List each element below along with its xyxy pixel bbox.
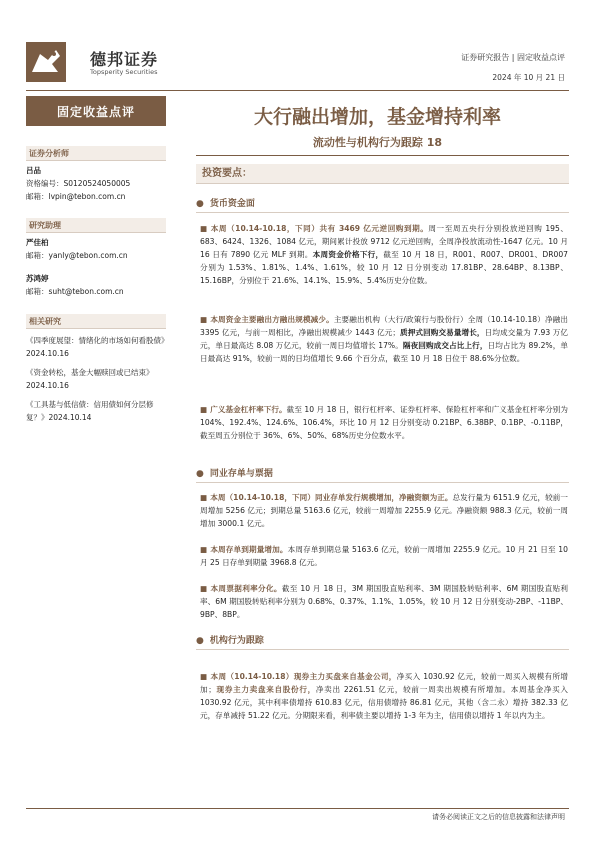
bullet-icon: ■	[200, 315, 208, 324]
analyst-email[interactable]: 邮箱：lvpin@tebon.com.cn	[26, 192, 126, 201]
para-key: 本周资金主要融出方融出规模减少。	[210, 315, 334, 324]
paragraph-repo	[200, 222, 568, 287]
paragraph-leverage	[200, 403, 568, 442]
para-text: 净买入 1030.92 亿元，较前一周买入规模有所增加；	[200, 672, 568, 694]
bullet-icon: ●	[196, 636, 204, 646]
brand-name-en: Topsperity Securities	[90, 68, 158, 76]
bullet-icon: ■	[200, 405, 208, 414]
analyst-cert: 资格编号：S0120524050005	[26, 179, 131, 188]
para-text: 主要融出机构（大行/政策行与股份行）全周（10.14-10.18）净融出 3395 亿元，与前一周相比，净融出规模减少 1443 亿元；	[200, 315, 568, 337]
section-divider	[196, 649, 569, 650]
para-text: 本周存单到期总量 5163.6 亿元，较前一周增加 2255.9 亿元。10 月 21 日至 10 月 25 日存单到期量 3968.8 亿元。	[200, 545, 568, 567]
para-text: 截至 10 月 18 日，R001、R007、DR001、DR007 分别为 1.53%、1.81%、1.4%、1.61%，较 10 月 12 日分别变动 17.81BP、28.64BP、8.13BP、15.16BP，分别位于 21.6%、14.1%、15.9%、5.4%历史分位数。	[200, 250, 568, 285]
section-title: 机构行为跟踪	[209, 636, 264, 646]
para-key: 本周（10.14-10.18，下同）同业存单发行规模增加，净融资额为正。	[210, 493, 453, 502]
bullet-icon: ■	[200, 672, 208, 681]
para-text: 净卖出 2261.51 亿元，较前一周卖出规模有所增加。本周基金净买入 1030.92 亿元，其中利率债增持 610.83 亿元，信用债增持 86.81 亿元，其他（含二永）增持 382.33 亿元，存单减持 51.22 亿元。分期限来看，利率债主要以增持 1-3 年为主，信用债以增持 1 年以内为主。	[200, 685, 569, 720]
title-divider	[196, 155, 569, 156]
para-text: 周一至周五央行分别投放逆回购 195、683、6424、1326、1084 亿元，期间累计投放 9712 亿元逆回购，全周净投放流动性-1647 亿元。10 月 16 日有 7890 亿元 MLF 到期。	[200, 224, 568, 259]
related-item[interactable]: 《资金转松，基金大幅赎回或已结束》2024.10.16	[26, 368, 154, 390]
section-divider	[196, 212, 569, 213]
related-heading: 相关研究	[26, 314, 166, 329]
para-key: 本周（10.14-10.18，下同）共有 3469 亿元逆回购到期。	[210, 224, 429, 233]
para-key: 本周票据利率分化。	[210, 584, 282, 593]
header-divider	[26, 90, 569, 91]
brand-name-cn: 德邦证券	[90, 50, 159, 69]
paragraph-bill-rates	[200, 582, 568, 621]
para-key: 隔夜回购成交占比上行，	[402, 341, 488, 350]
investment-highlights-heading: 投资要点：	[196, 164, 569, 184]
assistant-email[interactable]: 邮箱：yanly@tebon.com.cn	[26, 251, 128, 260]
brand-logo-icon	[26, 42, 66, 82]
para-key: 质押式回购交易量增长，	[399, 328, 485, 337]
bullet-icon: ●	[196, 469, 204, 479]
para-text: 截至 10 月 18 日，3M 期国股直贴利率、3M 期国股转贴利率、6M 期国股直贴利率、6M 期国股转贴利率分别为 0.68%、0.37%、1.1%、1.05%，较 10 月 12 日分别变动-2BP、-11BP、9BP、8BP。	[200, 584, 569, 619]
footer-disclaimer: 请务必阅读正文之后的信息披露和法律声明	[432, 813, 565, 821]
assistant-info-2	[26, 272, 171, 298]
bullet-icon: ●	[196, 199, 204, 209]
page-subtitle: 流动性与机构行为跟踪 18	[312, 136, 443, 149]
report-date: 2024 年 10 月 21 日	[492, 73, 565, 82]
paragraph-cd-maturity	[200, 543, 568, 569]
assistant-name: 苏鸿婷	[26, 274, 49, 283]
related-item[interactable]: 《四季度展望：情绪化的市场如何看股债》2024.10.16	[26, 336, 169, 358]
page-title: 大行融出增加，基金增持利率	[253, 106, 501, 128]
assistant-email[interactable]: 邮箱：suht@tebon.com.cn	[26, 287, 124, 296]
bullet-icon: ■	[200, 224, 208, 233]
para-key: 本周存单到期量增加。	[210, 545, 288, 554]
para-text: 总发行量为 6151.9 亿元，较前一周增加 5256 亿元；到期总量 5163.6 亿元，较前一周增加 2255.9 亿元。净融资额 988.3 亿元，较前一周增加 3000.1 亿元。	[200, 493, 568, 528]
section-divider	[196, 482, 569, 483]
para-text: 日均占比为 89.2%，单日最高达 91%，较前一周的日均值增长 9.66 个百分点，截至 10 月 18 日位于 88.6%分位数。	[200, 341, 568, 363]
section-heading-cd	[196, 466, 569, 479]
para-key: 现券主力卖盘来自股份行，	[215, 685, 316, 694]
related-item[interactable]: 《工具基与低信债：信用债如何分层修复？》2024.10.14	[26, 400, 154, 422]
para-text: 日均成交量为 7.93 万亿元，单日最高达 8.08 万亿元，较前一周日均值增长 17%。	[200, 328, 568, 350]
section-title: 货币资金面	[209, 199, 255, 209]
para-key: 本周资金价格下行，	[312, 250, 384, 259]
section-heading-institutions	[196, 633, 569, 646]
doc-type-label: 证券研究报告 | 固定收益点评	[461, 53, 565, 62]
assistant-info-1	[26, 236, 171, 262]
section-heading-money	[196, 196, 569, 209]
paragraph-institution-flows	[200, 670, 568, 722]
section-title: 同业存单与票据	[209, 469, 273, 479]
assistant-name: 严佳柏	[26, 238, 49, 247]
para-text: 截至 10 月 18 日，银行杠杆率、证券杠杆率、保险杠杆率和广义基金杠杆率分别为 104%、192.4%、124.6%、106.4%，环比 10 月 12 日分别变动 0.21BP、6.38BP、0.1BP、-0.11BP，截至周五分别位于 36%、6%、50%、68%历史分位数水平。	[200, 405, 569, 440]
bullet-icon: ■	[200, 584, 208, 593]
analyst-name: 吕品	[26, 166, 41, 175]
assistant-heading: 研究助理	[26, 218, 166, 233]
analyst-info	[26, 164, 171, 203]
analyst-heading: 证券分析师	[26, 146, 166, 161]
para-key: 本周（10.14-10.18）现券主力买盘来自基金公司，	[210, 672, 397, 681]
para-key: 广义基金杠杆率下行。	[210, 405, 287, 414]
paragraph-lending	[200, 313, 568, 365]
bullet-icon: ■	[200, 545, 208, 554]
bullet-icon: ■	[200, 493, 208, 502]
paragraph-cd-issuance	[200, 491, 568, 530]
footer-divider	[26, 808, 569, 809]
report-category-badge: 固定收益点评	[26, 96, 166, 126]
